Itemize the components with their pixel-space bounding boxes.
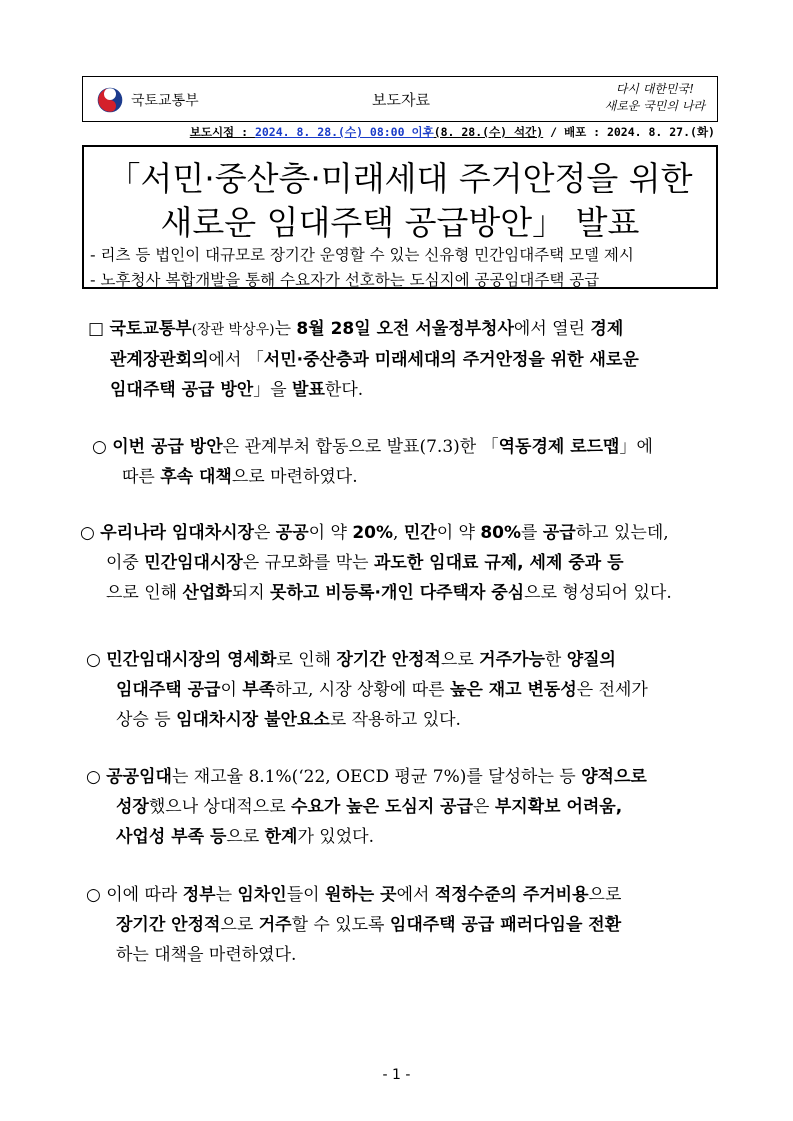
- text-bold: 공급: [542, 523, 576, 543]
- text-bold: 임차인: [237, 885, 287, 905]
- text: 」을: [253, 380, 293, 400]
- paragraph-follow-up: [92, 432, 718, 492]
- text: 는 재고율 8.1%(‘22, OECD 평균 7%)를 달성하는 등: [171, 767, 582, 787]
- text: 으로: [440, 650, 480, 670]
- text-bold: 높은 재고 변동성: [449, 680, 577, 700]
- text: 에서 「: [208, 350, 264, 370]
- text-bold: 국토교통부: [109, 319, 192, 339]
- text-bold: 양적으로: [581, 767, 647, 787]
- text-bold: 성장: [116, 797, 149, 817]
- text-bold: 서민·중산층과 미래세대의 주거안정을 위한 새로운: [263, 350, 639, 370]
- text: 를: [521, 523, 543, 543]
- text-bold: 수요가 높은 도심지 공급: [291, 797, 474, 817]
- text: 하는 대책을 마련하였다.: [116, 945, 297, 965]
- text-line: [80, 548, 718, 578]
- text: 할 수 있도록: [291, 915, 390, 935]
- text-bold: 임대차시장 불안요소: [176, 710, 330, 730]
- text: 」에: [619, 437, 653, 457]
- text-bold: 임대주택 공급: [116, 680, 221, 700]
- text-bold: 산업화: [182, 583, 232, 603]
- paragraph-announcement: [88, 314, 718, 405]
- text-bold: 못하고 비등록·개인 다주택자 중심: [270, 583, 525, 603]
- release-timing: [190, 124, 715, 140]
- subtitle-2: - 노후청사 복합개발을 통해 수요자가 선호하는 도심지에 공공임대주택 공급: [90, 271, 600, 289]
- text: (장관 박상우): [191, 322, 275, 338]
- text: 은: [253, 523, 276, 543]
- text: 는: [215, 885, 238, 905]
- text: 이: [220, 680, 243, 700]
- text: 상승 등: [116, 710, 177, 730]
- text: 으로 마련하였다.: [231, 467, 358, 487]
- checkbox-bullet: □: [88, 319, 110, 339]
- text: 한다.: [324, 380, 364, 400]
- circle-bullet: ○: [92, 437, 113, 457]
- text-line: [86, 762, 718, 792]
- text-bold: 거주: [258, 915, 292, 935]
- text: 으로 형성되어 있다.: [524, 583, 672, 603]
- text-line: [86, 880, 718, 910]
- slogan: [605, 81, 705, 115]
- text: 따른: [122, 467, 161, 487]
- text: 으로: [226, 827, 265, 847]
- text-bold: 관계장관회의: [110, 350, 209, 370]
- text: 했으나 상대적으로: [148, 797, 292, 817]
- text-bold: 후속 대책: [160, 467, 232, 487]
- text: 하고, 시장 상황에 따른: [275, 680, 450, 700]
- text-bold: 임대주택 공급 패러다임을 전환: [389, 915, 622, 935]
- text-bold: 민간: [403, 523, 437, 543]
- text-bold: 적정수준의 주거비용: [434, 885, 589, 905]
- text-line: [86, 645, 718, 675]
- text-line: [86, 705, 718, 735]
- text-bold: 민간임대시장의 영세화: [106, 650, 277, 670]
- text-bold: 부지확보 어려움,: [494, 797, 623, 817]
- text: 이 약: [436, 523, 481, 543]
- text-bold: 공공임대: [106, 767, 172, 787]
- text: 은 규모화를 막는: [242, 553, 374, 573]
- circle-bullet: ○: [86, 767, 107, 787]
- title-box: [82, 145, 718, 289]
- page-number: - 1 -: [382, 1067, 411, 1083]
- title-line-2: 새로운 임대주택 공급방안」 발표: [160, 203, 640, 242]
- text-bold: 20%: [352, 523, 394, 543]
- text-bold: 장기간 안정적: [336, 650, 441, 670]
- text: 한: [544, 650, 567, 670]
- text-bold: 역동경제 로드맵: [498, 437, 620, 457]
- slogan-line-2: 새로운 국민의 나라: [604, 99, 705, 113]
- text-line: [80, 578, 718, 608]
- text-bold: 거주가능: [479, 650, 545, 670]
- text: 은 전세가: [576, 680, 648, 700]
- ministry-name: 국토교통부: [131, 93, 199, 109]
- text: 로 인해: [276, 650, 337, 670]
- text: 으로 인해: [106, 583, 183, 603]
- text-line: [88, 345, 718, 375]
- paragraph-paradigm-shift: [86, 880, 718, 970]
- text: 하고 있는데,: [575, 523, 669, 543]
- circle-bullet: ○: [80, 523, 101, 543]
- text-line: [80, 518, 718, 548]
- text-bold: 공공: [275, 523, 309, 543]
- text-line: [86, 940, 718, 970]
- text-line: [88, 314, 718, 345]
- text-bold: 경제: [590, 319, 624, 339]
- text-bold: 한계: [264, 827, 298, 847]
- text: ○ 이에 따라: [86, 885, 183, 905]
- paragraph-rental-market: [80, 518, 718, 608]
- text: 은 관계부처 합동으로 발표(7.3)한 「: [222, 437, 499, 457]
- text-bold: 우리나라 임대차시장: [100, 523, 254, 543]
- circle-bullet: ○: [86, 650, 107, 670]
- text: ,: [393, 523, 404, 543]
- text-bold: 발표: [292, 380, 325, 400]
- text-line: [86, 792, 718, 822]
- title-line-1: 「서민·중산층·미래세대 주거안정을 위한: [107, 159, 693, 198]
- text: 로 작용하고 있다.: [329, 710, 461, 730]
- text-bold: 장기간 안정적: [116, 915, 221, 935]
- text-bold: 임대주택 공급 방안: [110, 380, 254, 400]
- text-bold: 정부: [182, 885, 216, 905]
- text-line: [88, 375, 718, 405]
- text-bold: 원하는 곳: [324, 885, 397, 905]
- text-bold: 8월 28일 오전 서울정부청사: [296, 319, 514, 339]
- text-bold: 이번 공급 방안: [112, 437, 223, 457]
- press-release-header: [82, 76, 718, 122]
- text-bold: 양질의: [566, 650, 616, 670]
- document-type: 보도자료: [372, 91, 430, 109]
- text: 으로: [220, 915, 259, 935]
- slogan-line-1: 다시 대한민국!: [615, 82, 694, 96]
- text: 이 약: [308, 523, 353, 543]
- text-line: [92, 462, 718, 492]
- distribution-date: / 배포 : 2024. 8. 27.(화): [543, 125, 715, 139]
- subtitle-1: - 리츠 등 법인이 대규모로 장기간 운영할 수 있는 신유형 민간임대주택 모델 제시: [90, 246, 634, 264]
- embargo-time: 2024. 8. 28.(수) 08:00 이후: [254, 125, 434, 139]
- text-bold: 사업성 부족 등: [116, 827, 227, 847]
- text: 에서: [396, 885, 435, 905]
- text: 들이: [286, 885, 325, 905]
- text: 으로: [588, 885, 622, 905]
- embargo-note: (8. 28.(수) 석간): [433, 125, 544, 139]
- text: 되지: [231, 583, 271, 603]
- text-bold: 부족: [242, 680, 276, 700]
- text-bold: 과도한 임대료 규제, 세제 중과 등: [373, 553, 624, 573]
- text-line: [86, 910, 718, 940]
- text-line: [92, 432, 718, 462]
- text-bold: 민간임대시장: [144, 553, 243, 573]
- paragraph-public-rental: [86, 762, 718, 852]
- paragraph-private-market: [86, 645, 718, 735]
- text-line: [86, 822, 718, 852]
- text: 이중: [106, 553, 145, 573]
- text: 가 있었다.: [297, 827, 374, 847]
- text: 는: [274, 319, 297, 339]
- text-line: [86, 675, 718, 705]
- text-bold: 80%: [480, 523, 522, 543]
- text: 은: [473, 797, 495, 817]
- release-label: 보도시점 :: [189, 125, 255, 139]
- text: 에서 열린: [513, 319, 591, 339]
